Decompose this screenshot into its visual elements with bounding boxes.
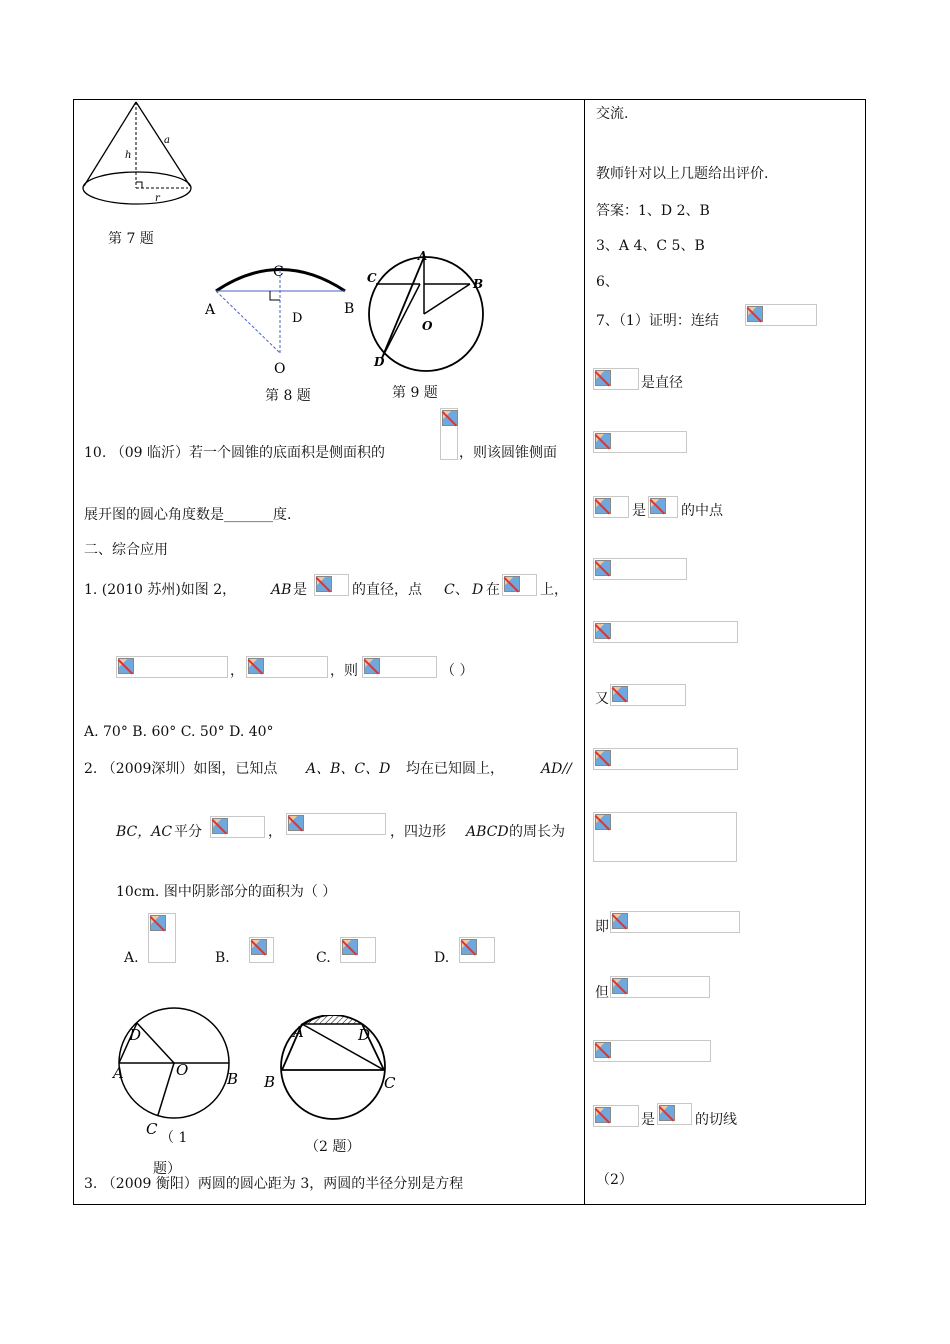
figq2-label-c: C [384,1074,396,1092]
fig7-label-h: h [125,150,132,161]
right-again: 又 [595,691,609,707]
q10-text-line2: 展开图的圆心角度数是_______度. [84,507,292,523]
figure-9-circle [362,248,487,373]
q1-point-c: C [444,582,455,598]
formula-image [593,748,738,770]
figq2-caption: （2 题） [305,1139,361,1155]
q2-bisects: 平分 [174,824,202,840]
figq1-caption-a: （ 1 [160,1130,188,1146]
right-teacher: 教师针对以上几题给出评价. [596,166,769,182]
fig7-label-a: a [164,135,170,146]
right-is-2: 是 [641,1112,655,1128]
q2-text-b: 均在已知圆上， [406,761,504,777]
formula-image [593,368,639,390]
fig8-label-a: A [205,302,216,318]
formula-image [440,408,458,460]
q3-text: 3. （2009 衡阳）两圆的圆心距为 3，两圆的半径分别是方程 [84,1176,464,1192]
figure-q2-circle [260,1015,405,1125]
formula-image [116,656,228,678]
right-answers-1: 答案：1、D 2、B [596,203,710,219]
formula-image [340,937,376,963]
figure-8-arc [200,258,370,378]
q1-answer-paren: （ ） [441,663,474,679]
formula-image [593,621,738,643]
q2-line3: 10cm. 图中阴影部分的面积为（ ） [116,884,337,900]
fig7-caption: 第 7 题 [108,231,154,247]
q2-comma: ， [268,824,282,840]
fig9-label-o: O [422,319,433,333]
q1-separator: 、 [455,582,469,598]
q2-quad: ，四边形 [390,824,446,840]
q10-text-a: 10. （09 临沂）若一个圆锥的底面积是侧面积的 [84,445,385,461]
fig8-label-b: B [344,301,355,317]
fig9-label-d: D [374,355,385,369]
figq1-label-a: A [113,1064,124,1082]
fig8-label-c: C [273,264,284,280]
formula-image [286,813,386,835]
formula-image [610,976,710,998]
figq2-label-a: A [293,1023,304,1041]
q2-option-b-label: B. [215,950,230,966]
figure-7-cone [78,98,198,213]
q2-option-a-label: A. [124,950,139,966]
formula-image [593,431,687,453]
fig9-label-c: C [367,271,377,285]
right-is: 是 [632,503,646,519]
formula-image [246,656,328,678]
right-tangent: 的切线 [695,1112,737,1128]
right-midpoint: 的中点 [681,503,723,519]
right-but: 但 [595,985,609,1001]
figq1-label-b: B [227,1070,239,1088]
figq1-label-o: O [176,1061,189,1079]
formula-image [362,656,437,678]
formula-image [502,574,537,596]
formula-image [745,304,817,326]
formula-image [249,937,274,963]
figq1-caption-b: 题） [153,1161,181,1177]
q2-perimeter: 的周长为 [509,824,565,840]
right-part-2: （2） [596,1172,633,1188]
fig7-label-r: r [155,193,160,204]
formula-image [610,911,740,933]
q1-text-a: 1. (2010 苏州)如图 2， [84,582,237,598]
q1-is: 是 [293,582,307,598]
right-exchange: 交流. [596,106,629,122]
column-divider [584,99,585,1205]
formula-image [459,937,495,963]
q2-option-c-label: C. [316,950,331,966]
formula-image [593,1040,711,1062]
q1-point-d: D [472,582,484,598]
q1-comma-then: ，则 [330,663,358,679]
q1-options: A. 70° B. 60° C. 50° D. 40° [84,724,274,740]
formula-image [593,496,629,518]
q2-text-a: 2. （2009深圳）如图，已知点 [84,761,278,777]
formula-image [314,574,349,596]
q10-text-b: ，则该圆锥侧面 [459,445,557,461]
right-answers-6: 6、 [596,274,619,290]
q1-comma-1: ， [230,663,244,679]
q1-on: 在 [486,582,500,598]
formula-image [657,1103,692,1125]
fig8-caption: 第 8 题 [265,388,311,404]
figq1-label-c: C [146,1120,158,1135]
figq1-label-d: D [129,1026,142,1044]
right-answers-2: 3、A 4、C 5、B [596,238,705,254]
formula-image [593,1105,639,1127]
section-heading: 二、综合应用 [84,542,168,558]
right-answer-7: 7、（1）证明：连结 [596,313,719,329]
right-ie: 即 [595,919,609,935]
fig9-label-b: B [473,277,484,291]
formula-image [148,913,176,963]
right-is-diameter: 是直径 [641,375,683,391]
q2-option-d-label: D. [434,950,450,966]
fig8-label-d: D [292,311,303,326]
q1-ab: AB [271,582,292,598]
figq2-label-d: D [358,1026,371,1044]
formula-image [593,558,687,580]
q1-on-end: 上， [540,582,568,598]
q2-ad-parallel: AD// [541,761,572,777]
fig9-label-a: A [418,249,428,263]
formula-image [210,816,265,838]
figure-q1-circle [110,1005,250,1135]
formula-image [610,684,686,706]
formula-image [648,496,678,518]
fig8-label-o: O [274,361,286,377]
q2-bc-ac: BC，AC [116,824,173,840]
q2-abcd: ABCD [466,824,509,840]
figq2-label-b: B [264,1073,276,1091]
q2-points: A、B、C、D [306,761,391,777]
fig9-caption: 第 9 题 [392,385,438,401]
q1-diameter: 的直径，点 [352,582,422,598]
formula-image [593,812,737,862]
